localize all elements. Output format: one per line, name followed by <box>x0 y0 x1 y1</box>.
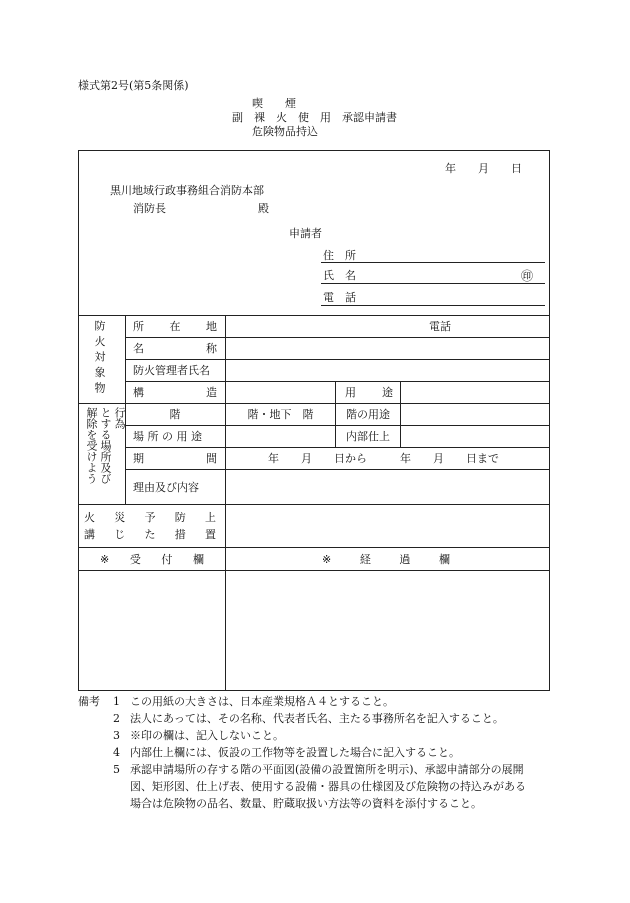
fire-prevention-label-line1: 火 災 予 防 上 <box>84 511 216 524</box>
place-use-label: 場 所 の 用 途 <box>133 430 202 443</box>
applicant-name-label: 氏 名 <box>323 269 356 282</box>
applicant-name-field[interactable] <box>321 283 545 284</box>
table-top-rule <box>78 315 550 316</box>
note-continuation: 図、矩形図、仕上げ表、使用する設備・器具の仕様図及び危険物の持込みがある <box>130 780 526 793</box>
addressee-title: 消防長 <box>133 202 166 215</box>
structure-field[interactable] <box>228 383 333 402</box>
section-rule <box>78 504 550 505</box>
applicant-label: 申請者 <box>289 227 322 240</box>
note-number: 1 <box>113 695 120 708</box>
floor-field[interactable]: 階・地下 階 <box>247 408 314 421</box>
section-rule <box>78 570 550 571</box>
structure-label: 構 造 <box>133 386 217 399</box>
row-rule <box>125 381 550 382</box>
seal-mark: ㊞ <box>521 269 534 283</box>
note-number: 5 <box>113 763 120 776</box>
row-rule <box>125 359 550 360</box>
form-number: 様式第2号(第5条関係) <box>78 79 189 92</box>
floor-use-field[interactable] <box>403 405 546 424</box>
floor-use-label: 階の用途 <box>346 408 390 421</box>
fire-prevention-field[interactable] <box>228 506 546 545</box>
interior-finish-field[interactable] <box>403 427 546 446</box>
reception-column-label: ※ 受 付 欄 <box>100 553 204 566</box>
period-field[interactable]: 年 月 日から 年 月 日まで <box>268 452 499 465</box>
location-label: 所 在 地 <box>133 320 217 333</box>
release-section-label-col3: 解除を受けよう <box>84 407 98 484</box>
name-label: 名 称 <box>133 342 217 355</box>
progress-column-label: ※ 経 過 欄 <box>322 553 450 566</box>
column-rule <box>225 315 226 691</box>
note-text: 内部仕上欄には、仮設の工作物等を設置した場合に記入すること。 <box>130 746 460 759</box>
honorific: 殿 <box>258 202 269 215</box>
reason-field[interactable] <box>228 471 546 502</box>
row-rule <box>125 447 550 448</box>
applicant-address-field[interactable] <box>321 262 545 263</box>
applicant-phone-field[interactable] <box>321 305 545 306</box>
note-text: この用紙の大きさは、日本産業規格Ａ４とすること。 <box>130 695 394 708</box>
period-label: 期 間 <box>133 452 217 465</box>
note-text: ※印の欄は、記入しないこと。 <box>130 729 284 742</box>
title-smoking: 喫 煙 <box>252 97 296 110</box>
reason-label: 理由及び内容 <box>133 481 199 494</box>
note-continuation: 場合は危険物の品名、数量、貯蔵取扱い方法等の資料を添付すること。 <box>130 797 482 810</box>
section-rule <box>78 547 550 548</box>
row-rule <box>125 469 550 470</box>
row-rule <box>125 425 550 426</box>
progress-area <box>228 572 546 689</box>
section-rule <box>78 403 550 404</box>
place-use-field[interactable] <box>228 427 333 446</box>
fire-prevention-label-line2: 講 じ た 措 置 <box>84 528 216 541</box>
form-title: 副 裸 火 使 用 承認申請書 <box>232 111 397 124</box>
floor-label: 階 <box>169 408 181 421</box>
fire-manager-label: 防火管理者氏名 <box>133 364 210 377</box>
addressee-organization: 黒川地域行政事務組合消防本部 <box>110 184 264 197</box>
location-field[interactable] <box>228 317 546 336</box>
date-field[interactable]: 年 月 日 <box>445 162 522 175</box>
release-section-label-col1: 行為 <box>112 407 126 429</box>
protected-object-section-label: 防火対象物 <box>93 320 106 398</box>
row-rule <box>125 337 550 338</box>
name-field[interactable] <box>228 339 546 358</box>
use-field[interactable] <box>403 383 546 402</box>
note-text: 法人にあっては、その名称、代表者氏名、主たる事務所名を記入すること。 <box>130 712 504 725</box>
column-rule <box>400 381 401 447</box>
phone-header: 電話 <box>429 320 451 333</box>
use-label: 用 途 <box>345 386 393 399</box>
note-number: 3 <box>113 729 120 742</box>
notes-prefix: 備考 <box>78 695 100 708</box>
fire-manager-field[interactable] <box>228 361 546 380</box>
note-number: 4 <box>113 746 120 759</box>
note-text: 承認申請場所の存する階の平面図(設備の設置箇所を明示)、承認申請部分の展開 <box>130 763 524 776</box>
interior-finish-label: 内部仕上 <box>346 430 390 443</box>
title-hazardous-goods: 危険物品持込 <box>252 125 318 138</box>
note-number: 2 <box>113 712 120 725</box>
applicant-address-label: 住 所 <box>323 249 356 262</box>
release-section-label-col2: とする場所及び <box>98 407 112 484</box>
reception-area <box>80 572 223 689</box>
applicant-phone-label: 電 話 <box>323 291 356 304</box>
